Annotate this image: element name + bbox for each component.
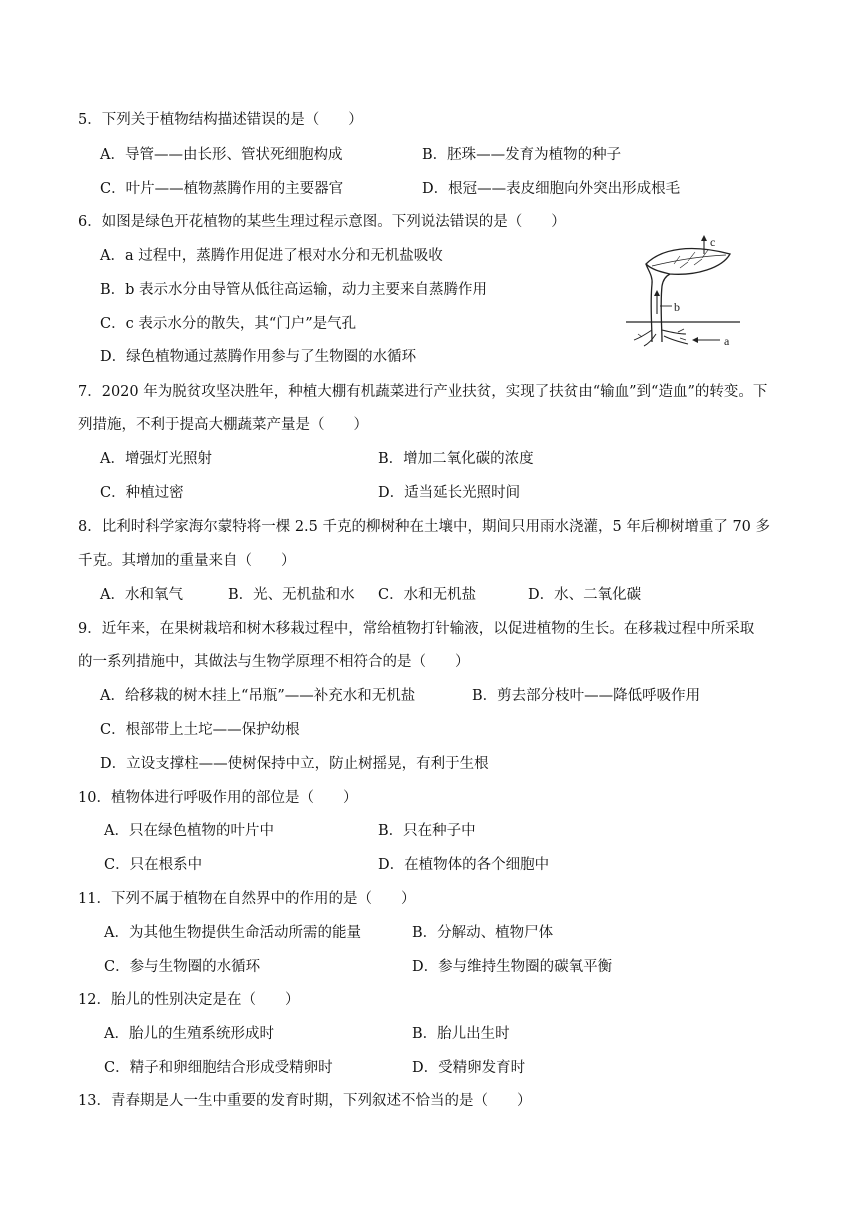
q12-option-a[interactable]: A．胎儿的生殖系统形成时: [104, 1026, 274, 1042]
q10-option-b[interactable]: B．只在种子中: [378, 823, 476, 839]
q6-option-b[interactable]: B．b 表示水分由导管从低往高运输，动力主要来自蒸腾作用: [100, 282, 488, 298]
arrow-a-head: [692, 337, 698, 343]
q11-option-d[interactable]: D．参与维持生物圈的碳氧平衡: [412, 959, 613, 975]
plant-transpiration-diagram: [622, 234, 742, 352]
q6-option-a[interactable]: A．a 过程中，蒸腾作用促进了根对水分和无机盐吸收: [100, 248, 443, 264]
q8-option-d[interactable]: D．水、二氧化碳: [528, 587, 642, 603]
q7-option-c[interactable]: C．种植过密: [100, 485, 184, 501]
q5-option-b[interactable]: B．胚珠——发育为植物的种子: [422, 147, 622, 163]
question-7-stem: 7．2020 年为脱贫攻坚决胜年，种植大棚有机蔬菜进行产业扶贫，实现了扶贫由“输血”到“造血”的转变。下: [78, 384, 768, 400]
q9-option-a[interactable]: A．给移栽的树木挂上“吊瓶”——补充水和无机盐: [100, 688, 416, 704]
question-6-stem: 6．如图是绿色开花植物的某些生理过程示意图。下列说法错误的是（ ）: [78, 214, 566, 230]
arrow-c-head: [701, 235, 707, 241]
label-b: b: [674, 300, 680, 314]
q5-option-d[interactable]: D．根冠——表皮细胞向外突出形成根毛: [422, 181, 681, 197]
question-8-stem-cont: 千克。其增加的重量来自（ ）: [78, 553, 296, 569]
question-12-stem: 12．胎儿的性别决定是在（ ）: [78, 992, 300, 1008]
q7-option-d[interactable]: D．适当延长光照时间: [378, 485, 521, 501]
q12-option-b[interactable]: B．胎儿出生时: [412, 1026, 510, 1042]
arrow-b-head: [654, 290, 660, 296]
q9-option-c[interactable]: C．根部带上土坨——保护幼根: [100, 722, 300, 738]
question-8-stem: 8．比利时科学家海尔蒙特将一棵 2.5 千克的柳树种在土壤中，期间只用雨水浇灌，5 年后柳树增重了 70 多: [78, 519, 771, 535]
q10-option-d[interactable]: D．在植物体的各个细胞中: [378, 857, 550, 873]
roots: [634, 330, 688, 346]
q11-option-a[interactable]: A．为其他生物提供生命活动所需的能量: [104, 925, 361, 941]
question-5-stem: 5．下列关于植物结构描述错误的是（ ）: [78, 112, 363, 128]
question-11-stem: 11．下列不属于植物在自然界中的作用的是（ ）: [78, 891, 416, 907]
question-10-stem: 10．植物体进行呼吸作用的部位是（ ）: [78, 790, 358, 806]
q12-option-d[interactable]: D．受精卵发育时: [412, 1060, 526, 1076]
q10-option-c[interactable]: C．只在根系中: [104, 857, 203, 873]
question-9-stem-cont: 的一系列措施中，其做法与生物学原理不相符合的是（ ）: [78, 654, 470, 670]
question-7-stem-cont: 列措施，不利于提高大棚蔬菜产量是（ ）: [78, 417, 368, 433]
label-c: c: [710, 235, 716, 249]
q7-option-a[interactable]: A．增强灯光照射: [100, 451, 212, 467]
q11-option-b[interactable]: B．分解动、植物尸体: [412, 925, 554, 941]
label-a: a: [724, 334, 730, 348]
q10-option-a[interactable]: A．只在绿色植物的叶片中: [104, 823, 274, 839]
q5-option-a[interactable]: A．导管——由长形、管状死细胞构成: [100, 147, 343, 163]
q9-option-d[interactable]: D．立设支撑柱——使树保持中立，防止树摇晃，有利于生根: [100, 756, 489, 772]
q6-option-d[interactable]: D．绿色植物通过蒸腾作用参与了生物圈的水循环: [100, 349, 417, 365]
q9-option-b[interactable]: B．剪去部分枝叶——降低呼吸作用: [472, 688, 701, 704]
q12-option-c[interactable]: C．精子和卵细胞结合形成受精卵时: [104, 1060, 333, 1076]
question-13-stem: 13．青春期是人一生中重要的发育时期，下列叙述不恰当的是（ ）: [78, 1093, 532, 1109]
q8-option-b[interactable]: B．光、无机盐和水: [228, 587, 355, 603]
question-9-stem: 9．近年来，在果树栽培和树木移栽过程中，常给植物打针输液，以促进植物的生长。在移栽过程中所采取: [78, 621, 755, 637]
leaf: [646, 249, 730, 275]
q6-option-c[interactable]: C．c 表示水分的散失，其“门户”是气孔: [100, 316, 357, 332]
q7-option-b[interactable]: B．增加二氧化碳的浓度: [378, 451, 534, 467]
q5-option-c[interactable]: C．叶片——植物蒸腾作用的主要器官: [100, 181, 344, 197]
q8-option-c[interactable]: C．水和无机盐: [378, 587, 477, 603]
q8-option-a[interactable]: A．水和氧气: [100, 587, 183, 603]
q11-option-c[interactable]: C．参与生物圈的水循环: [104, 959, 261, 975]
